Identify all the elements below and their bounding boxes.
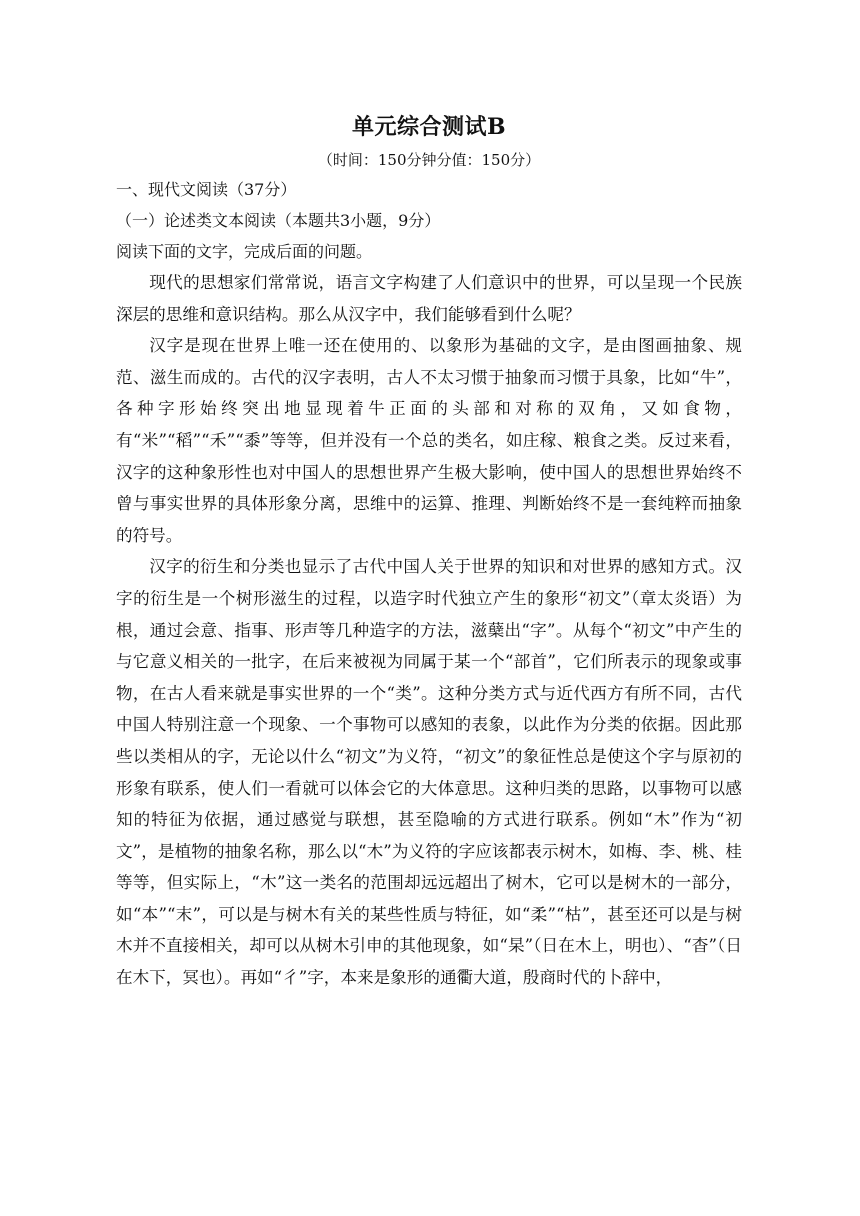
section-heading: 一、现代文阅读（37分） xyxy=(116,180,297,199)
paragraph-3: 汉字的衍生和分类也显示了古代中国人关于世界的知识和对世界的感知方式。汉字的衍生是一个树形滋生的过程，以造字时代独立产生的象形“初文”（章太炎语）为根，通过会意、指事、形声等几种造字的方法，滋蘖出“字”。从每个“初文”中产生的与它意义相关的一批字，在后来被视为同属于某一个“部首”，它们所表示的现象或事物，在古人看来就是事实世界的一个“类”。这种分类方式与近代西方有所不同，古代中国人特别注意一个现象、一个事物可以感知的表象，以此作为分类的依据。因此那些以类相从的字，无论以什么“初文”为义符，“初文”的象征性总是使这个字与原初的形象有联系，使人们一看就可以体会它的大体意思。这种归类的思路，以事物可以感知的特征为依据，通过感觉与联想，甚至隐喻的方式进行联系。例如“木”作为“初文”，是植物的抽象名称，那么以“木”为义符的字应该都表示树木，如梅、李、桃、桂等等，但实际上，“木”这一类名的范围却远远超出了树木，它可以是树木的一部分，如“本”“末”，可以是与树木有关的某些性质与特征，如“柔”“枯”，甚至还可以是与树木并不直接相关，却可以从树木引申的其他现象，如“杲”（日在木上，明也）、“杳”（日在木下，冥也）。再如“彳”字，本来是象形的通衢大道，殷商时代的卜辞中， xyxy=(116,557,742,988)
document-page xyxy=(116,110,742,994)
paragraph-2: 汉字是现在世界上唯一还在使用的、以象形为基础的文字，是由图画抽象、规范、滋生而成的。古代的汉字表明，古人不太习惯于抽象而习惯于具象，比如“牛”，各种字形始终突出地显现着牛正面的头部和对称的双角，又如食物，有“米”“稻”“禾”“黍”等等，但并没有一个总的类名，如庄稼、粮食之类。反过来看，汉字的这种象形性也对中国人的思想世界产生极大影响，使中国人的思想世界始终不曾与事实世界的具体形象分离，思维中的运算、推理、判断始终不是一套纯粹而抽象的符号。 xyxy=(116,336,742,545)
document-subtitle: （时间：150分钟分值：150分） xyxy=(317,151,541,169)
subsection-heading: （一）论述类文本阅读（本题共3小题，9分） xyxy=(116,211,441,230)
paragraph-1: 现代的思想家们常常说，语言文字构建了人们意识中的世界，可以呈现一个民族深层的思维和意识结构。那么从汉字中，我们能够看到什么呢？ xyxy=(116,273,742,324)
reading-instruction: 阅读下面的文字，完成后面的问题。 xyxy=(116,242,373,261)
document-title: 单元综合测试B xyxy=(351,114,507,140)
